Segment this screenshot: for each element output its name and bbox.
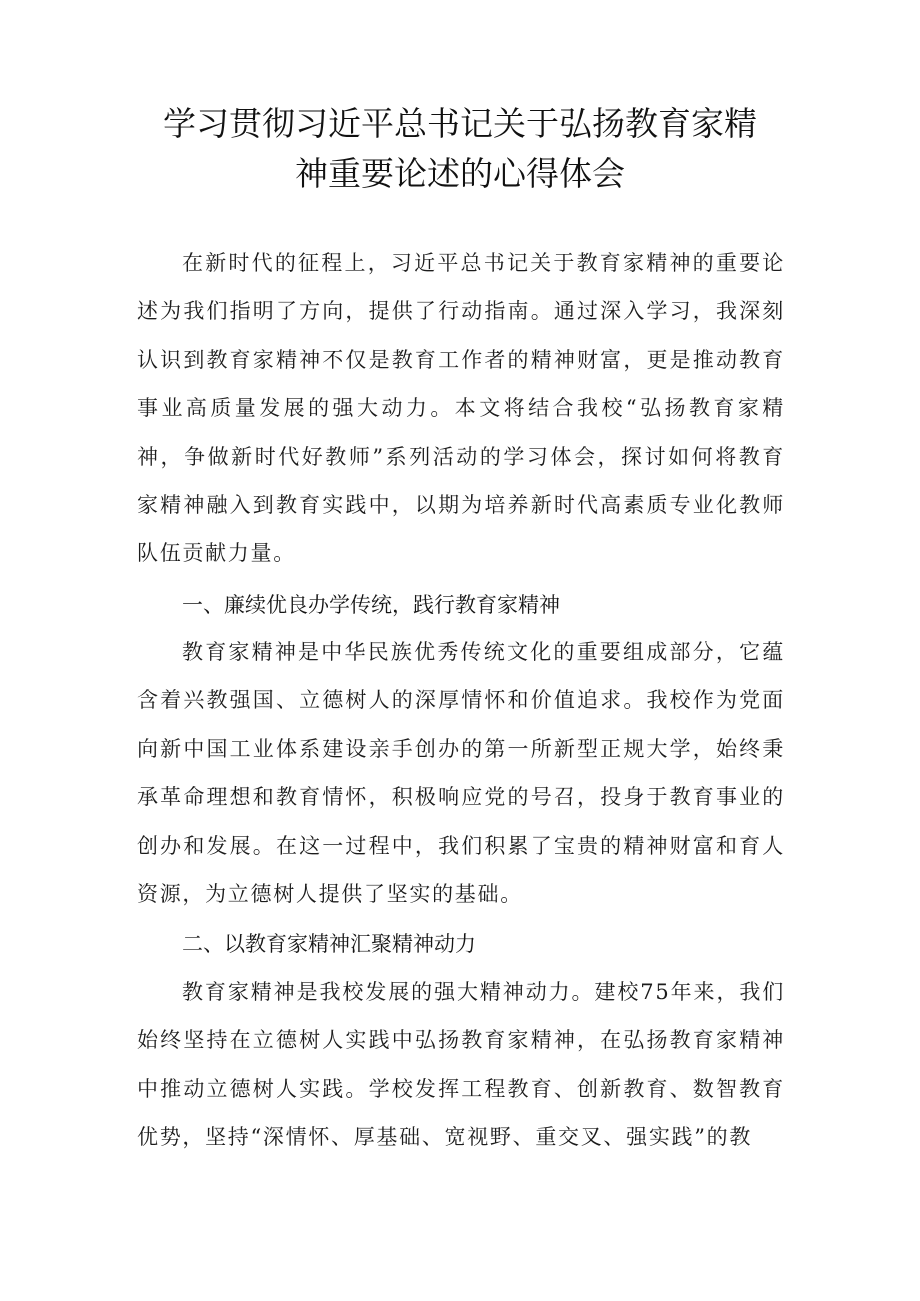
intro-paragraph: 在新时代的征程上，习近平总书记关于教育家精神的重要论述为我们指明了方向，提供了行动指南。通过深入学习，我深刻认识到教育家精神不仅是教育工作者的精神财富，更是推动教育事业高质量发展的强大动力。本文将结合我校“弘扬教育家精神，争做新时代好教师”系列活动的学习体会，探讨如何将教育家精神融入到教育实践中，以期为培养新时代高素质专业化教师队伍贡献力量。	[137, 251, 785, 566]
section-1-heading: 一、廉续优良办学传统，践行教育家精神	[182, 593, 560, 617]
document-title	[120, 99, 800, 199]
section-1	[137, 581, 785, 629]
section-2	[137, 920, 785, 968]
title-line-1: 学习贯彻习近平总书记关于弘扬教育家精	[163, 104, 757, 143]
section-1-paragraph: 教育家精神是中华民族优秀传统文化的重要组成部分，它蕴含着兴教强国、立德树人的深厚情怀和价值追求。我校作为党面向新中国工业体系建设亲手创办的第一所新型正规大学，始终秉承革命理想和教育情怀，积极响应党的号召，投身于教育事业的创办和发展。在这一过程中，我们积累了宝贵的精神财富和育人资源，为立德树人提供了坚实的基础。	[137, 640, 785, 907]
title-line-2: 神重要论述的心得体会	[295, 154, 625, 193]
section-2-paragraph: 教育家精神是我校发展的强大精神动力。建校75年来，我们始终坚持在立德树人实践中弘扬教育家精神，在弘扬教育家精神中推动立德树人实践。学校发挥工程教育、创新教育、数智教育优势，坚持“深情怀、厚基础、宽视野、重交叉、强实践”的教	[137, 980, 785, 1150]
section-2-body	[137, 968, 785, 1162]
document-body	[137, 239, 785, 578]
section-1-body	[137, 628, 785, 918]
section-2-heading: 二、以教育家精神汇聚精神动力	[182, 932, 476, 956]
